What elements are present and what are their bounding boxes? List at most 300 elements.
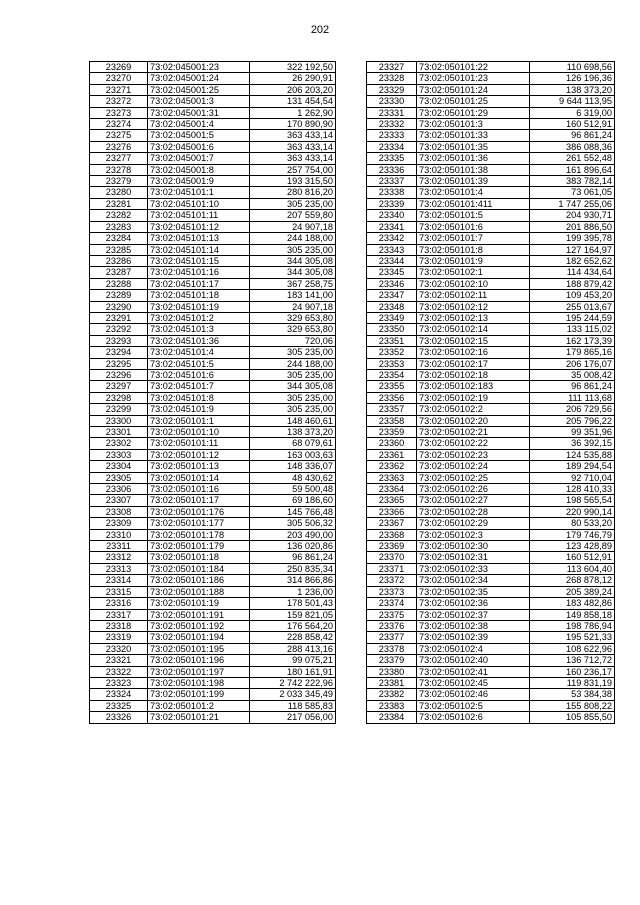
value-cell: 145 766,48 bbox=[250, 506, 336, 517]
table-row bbox=[367, 598, 615, 609]
row-number-cell: 23366 bbox=[367, 506, 417, 517]
row-number-cell: 23271 bbox=[90, 84, 148, 95]
row-number-cell: 23361 bbox=[367, 449, 417, 460]
cadastral-number-cell: 73:02:045001:3 bbox=[148, 96, 250, 107]
value-cell: 363 433,14 bbox=[250, 130, 336, 141]
value-cell: 24 907,18 bbox=[250, 301, 336, 312]
row-number-cell: 23272 bbox=[90, 96, 148, 107]
table-row bbox=[90, 369, 336, 380]
cadastral-number-cell: 73:02:050102:22 bbox=[417, 438, 530, 449]
row-number-cell: 23327 bbox=[367, 62, 417, 73]
table-row bbox=[367, 643, 615, 654]
table-row bbox=[90, 141, 336, 152]
value-cell: 148 460,61 bbox=[250, 415, 336, 426]
table-row bbox=[367, 324, 615, 335]
row-number-cell: 23370 bbox=[367, 552, 417, 563]
table-row bbox=[90, 210, 336, 221]
table-row bbox=[90, 176, 336, 187]
table-row bbox=[90, 609, 336, 620]
row-number-cell: 23328 bbox=[367, 73, 417, 84]
row-number-cell: 23273 bbox=[90, 107, 148, 118]
table-row bbox=[90, 552, 336, 563]
row-number-cell: 23300 bbox=[90, 415, 148, 426]
value-cell: 206 176,07 bbox=[530, 358, 615, 369]
table-row bbox=[367, 119, 615, 130]
value-cell: 59 500,48 bbox=[250, 484, 336, 495]
value-cell: 206 729,56 bbox=[530, 404, 615, 415]
table-row bbox=[367, 381, 615, 392]
row-number-cell: 23338 bbox=[367, 187, 417, 198]
row-number-cell: 23280 bbox=[90, 187, 148, 198]
cadastral-number-cell: 73:02:045101:3 bbox=[148, 324, 250, 335]
row-number-cell: 23283 bbox=[90, 221, 148, 232]
row-number-cell: 23364 bbox=[367, 484, 417, 495]
value-cell: 268 878,12 bbox=[530, 575, 615, 586]
row-number-cell: 23330 bbox=[367, 96, 417, 107]
value-cell: 99 075,21 bbox=[250, 655, 336, 666]
row-number-cell: 23287 bbox=[90, 267, 148, 278]
table-row bbox=[90, 666, 336, 677]
cadastral-number-cell: 73:02:050101:18 bbox=[148, 552, 250, 563]
row-number-cell: 23311 bbox=[90, 541, 148, 552]
value-cell: 160 512,91 bbox=[530, 552, 615, 563]
cadastral-number-cell: 73:02:045001:24 bbox=[148, 73, 250, 84]
table-row bbox=[90, 73, 336, 84]
table-row bbox=[90, 575, 336, 586]
value-cell: 180 161,91 bbox=[250, 666, 336, 677]
row-number-cell: 23308 bbox=[90, 506, 148, 517]
row-number-cell: 23274 bbox=[90, 119, 148, 130]
table-row bbox=[367, 290, 615, 301]
table-row bbox=[367, 164, 615, 175]
value-cell: 244 188,00 bbox=[250, 233, 336, 244]
cadastral-number-cell: 73:02:050102:1 bbox=[417, 267, 530, 278]
table-row bbox=[367, 620, 615, 631]
value-cell: 99 351,96 bbox=[530, 427, 615, 438]
cadastral-number-cell: 73:02:050101:33 bbox=[417, 130, 530, 141]
table-row bbox=[90, 484, 336, 495]
cadastral-number-cell: 73:02:050101:199 bbox=[148, 689, 250, 700]
row-number-cell: 23376 bbox=[367, 620, 417, 631]
row-number-cell: 23345 bbox=[367, 267, 417, 278]
row-number-cell: 23378 bbox=[367, 643, 417, 654]
table-row bbox=[367, 130, 615, 141]
cadastral-number-cell: 73:02:050101:195 bbox=[148, 643, 250, 654]
row-number-cell: 23303 bbox=[90, 449, 148, 460]
cadastral-number-cell: 73:02:050101:411 bbox=[417, 198, 530, 209]
value-cell: 24 907,18 bbox=[250, 221, 336, 232]
table-row bbox=[90, 620, 336, 631]
cadastral-number-cell: 73:02:050101:22 bbox=[417, 62, 530, 73]
cadastral-number-cell: 73:02:050102:17 bbox=[417, 358, 530, 369]
row-number-cell: 23290 bbox=[90, 301, 148, 312]
row-number-cell: 23371 bbox=[367, 563, 417, 574]
table-row bbox=[90, 415, 336, 426]
table-row bbox=[367, 233, 615, 244]
cadastral-number-cell: 73:02:050101:36 bbox=[417, 153, 530, 164]
row-number-cell: 23382 bbox=[367, 689, 417, 700]
table-row bbox=[90, 563, 336, 574]
value-cell: 257 754,00 bbox=[250, 164, 336, 175]
cadastral-number-cell: 73:02:045101:18 bbox=[148, 290, 250, 301]
row-number-cell: 23360 bbox=[367, 438, 417, 449]
cadastral-number-cell: 73:02:050101:176 bbox=[148, 506, 250, 517]
row-number-cell: 23374 bbox=[367, 598, 417, 609]
value-cell: 92 710,04 bbox=[530, 472, 615, 483]
table-row bbox=[90, 130, 336, 141]
cadastral-number-cell: 73:02:045001:7 bbox=[148, 153, 250, 164]
row-number-cell: 23349 bbox=[367, 312, 417, 323]
cadastral-number-cell: 73:02:050102:10 bbox=[417, 278, 530, 289]
cadastral-number-cell: 73:02:045101:36 bbox=[148, 335, 250, 346]
table-row bbox=[367, 392, 615, 403]
row-number-cell: 23347 bbox=[367, 290, 417, 301]
value-cell: 305 235,00 bbox=[250, 347, 336, 358]
cadastral-number-cell: 73:02:050102:26 bbox=[417, 484, 530, 495]
value-cell: 138 373,20 bbox=[250, 427, 336, 438]
cadastral-number-cell: 73:02:050102:23 bbox=[417, 449, 530, 460]
cadastral-number-cell: 73:02:050101:38 bbox=[417, 164, 530, 175]
value-cell: 305 235,00 bbox=[250, 198, 336, 209]
cadastral-number-cell: 73:02:045101:8 bbox=[148, 392, 250, 403]
row-number-cell: 23368 bbox=[367, 529, 417, 540]
cadastral-number-cell: 73:02:050101:191 bbox=[148, 609, 250, 620]
value-cell: 720,06 bbox=[250, 335, 336, 346]
cadastral-number-cell: 73:02:050102:20 bbox=[417, 415, 530, 426]
cadastral-number-cell: 73:02:045101:10 bbox=[148, 198, 250, 209]
cadastral-number-cell: 73:02:050101:2 bbox=[148, 700, 250, 711]
value-cell: 195 521,33 bbox=[530, 632, 615, 643]
value-cell: 1 262,90 bbox=[250, 107, 336, 118]
value-cell: 305 235,00 bbox=[250, 244, 336, 255]
row-number-cell: 23285 bbox=[90, 244, 148, 255]
table-row bbox=[90, 449, 336, 460]
value-cell: 119 831,19 bbox=[530, 677, 615, 688]
cadastral-number-cell: 73:02:045001:25 bbox=[148, 84, 250, 95]
value-cell: 205 389,24 bbox=[530, 586, 615, 597]
table-row bbox=[367, 632, 615, 643]
table-row bbox=[367, 153, 615, 164]
row-number-cell: 23379 bbox=[367, 655, 417, 666]
cadastral-number-cell: 73:02:050102:11 bbox=[417, 290, 530, 301]
value-cell: 2 033 345,49 bbox=[250, 689, 336, 700]
cadastral-number-cell: 73:02:050101:21 bbox=[148, 712, 250, 723]
cadastral-number-cell: 73:02:050102:31 bbox=[417, 552, 530, 563]
cadastral-number-cell: 73:02:050101:29 bbox=[417, 107, 530, 118]
cadastral-number-cell: 73:02:050102:24 bbox=[417, 461, 530, 472]
row-number-cell: 23281 bbox=[90, 198, 148, 209]
cadastral-number-cell: 73:02:045101:16 bbox=[148, 267, 250, 278]
value-cell: 280 816,20 bbox=[250, 187, 336, 198]
cadastral-number-cell: 73:02:050102:13 bbox=[417, 312, 530, 323]
row-number-cell: 23335 bbox=[367, 153, 417, 164]
table-row bbox=[90, 267, 336, 278]
row-number-cell: 23326 bbox=[90, 712, 148, 723]
row-number-cell: 23346 bbox=[367, 278, 417, 289]
table-row bbox=[90, 221, 336, 232]
value-cell: 217 056,00 bbox=[250, 712, 336, 723]
value-cell: 329 653,80 bbox=[250, 324, 336, 335]
value-cell: 109 453,20 bbox=[530, 290, 615, 301]
value-cell: 136 020,86 bbox=[250, 541, 336, 552]
table-row bbox=[367, 518, 615, 529]
table-row bbox=[367, 278, 615, 289]
table-row bbox=[90, 404, 336, 415]
row-number-cell: 23310 bbox=[90, 529, 148, 540]
cadastral-number-cell: 73:02:050101:197 bbox=[148, 666, 250, 677]
row-number-cell: 23333 bbox=[367, 130, 417, 141]
row-number-cell: 23357 bbox=[367, 404, 417, 415]
row-number-cell: 23289 bbox=[90, 290, 148, 301]
row-number-cell: 23325 bbox=[90, 700, 148, 711]
row-number-cell: 23358 bbox=[367, 415, 417, 426]
value-cell: 110 698,56 bbox=[530, 62, 615, 73]
table-row bbox=[90, 700, 336, 711]
value-cell: 244 188,00 bbox=[250, 358, 336, 369]
row-number-cell: 23336 bbox=[367, 164, 417, 175]
table-row bbox=[90, 187, 336, 198]
table-row bbox=[90, 461, 336, 472]
table-row bbox=[367, 141, 615, 152]
table-row bbox=[90, 689, 336, 700]
cadastral-number-cell: 73:02:050102:27 bbox=[417, 495, 530, 506]
cadastral-number-cell: 73:02:045101:4 bbox=[148, 347, 250, 358]
table-row bbox=[367, 358, 615, 369]
table-row bbox=[367, 461, 615, 472]
table-row bbox=[90, 541, 336, 552]
row-number-cell: 23373 bbox=[367, 586, 417, 597]
cadastral-number-cell: 73:02:050101:12 bbox=[148, 449, 250, 460]
row-number-cell: 23343 bbox=[367, 244, 417, 255]
row-number-cell: 23354 bbox=[367, 369, 417, 380]
value-cell: 80 533,20 bbox=[530, 518, 615, 529]
value-cell: 206 203,20 bbox=[250, 84, 336, 95]
table-row bbox=[367, 609, 615, 620]
row-number-cell: 23332 bbox=[367, 119, 417, 130]
table-row bbox=[90, 472, 336, 483]
value-cell: 182 652,62 bbox=[530, 255, 615, 266]
cadastral-number-cell: 73:02:050101:6 bbox=[417, 221, 530, 232]
table-row bbox=[367, 301, 615, 312]
cadastral-number-cell: 73:02:050101:19 bbox=[148, 598, 250, 609]
value-cell: 195 244,59 bbox=[530, 312, 615, 323]
cadastral-number-cell: 73:02:050101:25 bbox=[417, 96, 530, 107]
cadastral-number-cell: 73:02:050102:19 bbox=[417, 392, 530, 403]
table-row bbox=[367, 415, 615, 426]
table-row bbox=[90, 632, 336, 643]
row-number-cell: 23344 bbox=[367, 255, 417, 266]
value-cell: 204 930,71 bbox=[530, 210, 615, 221]
row-number-cell: 23318 bbox=[90, 620, 148, 631]
value-cell: 96 861,24 bbox=[250, 552, 336, 563]
row-number-cell: 23314 bbox=[90, 575, 148, 586]
cadastral-number-cell: 73:02:050102:5 bbox=[417, 700, 530, 711]
cadastral-number-cell: 73:02:050102:34 bbox=[417, 575, 530, 586]
row-number-cell: 23301 bbox=[90, 427, 148, 438]
value-cell: 183 141,00 bbox=[250, 290, 336, 301]
cadastral-number-cell: 73:02:050101:11 bbox=[148, 438, 250, 449]
table-row bbox=[90, 712, 336, 723]
value-cell: 48 430,62 bbox=[250, 472, 336, 483]
row-number-cell: 23275 bbox=[90, 130, 148, 141]
table-row bbox=[367, 210, 615, 221]
table-row bbox=[90, 233, 336, 244]
table-row bbox=[367, 221, 615, 232]
value-cell: 178 501,43 bbox=[250, 598, 336, 609]
value-cell: 305 235,00 bbox=[250, 369, 336, 380]
cadastral-number-cell: 73:02:050102:33 bbox=[417, 563, 530, 574]
cadastral-number-cell: 73:02:050102:35 bbox=[417, 586, 530, 597]
table-row bbox=[90, 153, 336, 164]
cadastral-number-cell: 73:02:050102:39 bbox=[417, 632, 530, 643]
cadastral-number-cell: 73:02:050102:37 bbox=[417, 609, 530, 620]
value-cell: 255 013,67 bbox=[530, 301, 615, 312]
value-cell: 2 742 222,96 bbox=[250, 677, 336, 688]
cadastral-number-cell: 73:02:050101:194 bbox=[148, 632, 250, 643]
table-row bbox=[367, 187, 615, 198]
row-number-cell: 23309 bbox=[90, 518, 148, 529]
value-cell: 133 115,02 bbox=[530, 324, 615, 335]
value-cell: 207 559,80 bbox=[250, 210, 336, 221]
table-row bbox=[90, 506, 336, 517]
cadastral-number-cell: 73:02:050102:25 bbox=[417, 472, 530, 483]
page-number: 202 bbox=[310, 24, 330, 36]
table-row bbox=[367, 677, 615, 688]
row-number-cell: 23381 bbox=[367, 677, 417, 688]
row-number-cell: 23316 bbox=[90, 598, 148, 609]
cadastral-number-cell: 73:02:050101:9 bbox=[417, 255, 530, 266]
value-cell: 148 336,07 bbox=[250, 461, 336, 472]
row-number-cell: 23312 bbox=[90, 552, 148, 563]
cadastral-number-cell: 73:02:045001:6 bbox=[148, 141, 250, 152]
row-number-cell: 23317 bbox=[90, 609, 148, 620]
cadastral-number-cell: 73:02:050102:3 bbox=[417, 529, 530, 540]
table-row bbox=[90, 107, 336, 118]
row-number-cell: 23288 bbox=[90, 278, 148, 289]
value-cell: 363 433,14 bbox=[250, 141, 336, 152]
row-number-cell: 23296 bbox=[90, 369, 148, 380]
value-cell: 261 552,48 bbox=[530, 153, 615, 164]
value-cell: 383 782,14 bbox=[530, 176, 615, 187]
table-row bbox=[367, 267, 615, 278]
row-number-cell: 23356 bbox=[367, 392, 417, 403]
value-cell: 73 061,05 bbox=[530, 187, 615, 198]
table-row bbox=[367, 712, 615, 723]
table-row bbox=[367, 666, 615, 677]
row-number-cell: 23323 bbox=[90, 677, 148, 688]
value-cell: 36 392,15 bbox=[530, 438, 615, 449]
cadastral-number-cell: 73:02:050102:183 bbox=[417, 381, 530, 392]
value-cell: 344 305,08 bbox=[250, 255, 336, 266]
cadastral-number-cell: 73:02:050102:2 bbox=[417, 404, 530, 415]
row-number-cell: 23331 bbox=[367, 107, 417, 118]
cadastral-number-cell: 73:02:050102:15 bbox=[417, 335, 530, 346]
value-cell: 179 746,79 bbox=[530, 529, 615, 540]
value-cell: 1 747 255,06 bbox=[530, 198, 615, 209]
row-number-cell: 23305 bbox=[90, 472, 148, 483]
value-cell: 198 786,94 bbox=[530, 620, 615, 631]
row-number-cell: 23298 bbox=[90, 392, 148, 403]
value-cell: 170 890,90 bbox=[250, 119, 336, 130]
row-number-cell: 23278 bbox=[90, 164, 148, 175]
cadastral-number-cell: 73:02:045001:8 bbox=[148, 164, 250, 175]
cadastral-number-cell: 73:02:050101:179 bbox=[148, 541, 250, 552]
cadastral-number-cell: 73:02:050101:8 bbox=[417, 244, 530, 255]
value-cell: 314 866,86 bbox=[250, 575, 336, 586]
value-cell: 53 384,38 bbox=[530, 689, 615, 700]
table-row bbox=[367, 495, 615, 506]
cadastral-number-cell: 73:02:050102:38 bbox=[417, 620, 530, 631]
table-row bbox=[367, 107, 615, 118]
row-number-cell: 23363 bbox=[367, 472, 417, 483]
row-number-cell: 23340 bbox=[367, 210, 417, 221]
row-number-cell: 23369 bbox=[367, 541, 417, 552]
table-row bbox=[367, 438, 615, 449]
table-row bbox=[90, 96, 336, 107]
cadastral-number-cell: 73:02:050102:6 bbox=[417, 712, 530, 723]
value-cell: 329 653,80 bbox=[250, 312, 336, 323]
table-row bbox=[90, 586, 336, 597]
value-cell: 205 796,22 bbox=[530, 415, 615, 426]
table-row bbox=[367, 427, 615, 438]
value-cell: 250 835,34 bbox=[250, 563, 336, 574]
cadastral-number-cell: 73:02:045101:11 bbox=[148, 210, 250, 221]
cadastral-number-cell: 73:02:050102:4 bbox=[417, 643, 530, 654]
row-number-cell: 23337 bbox=[367, 176, 417, 187]
value-cell: 288 413,16 bbox=[250, 643, 336, 654]
row-number-cell: 23321 bbox=[90, 655, 148, 666]
cadastral-number-cell: 73:02:050101:7 bbox=[417, 233, 530, 244]
table-row bbox=[90, 301, 336, 312]
row-number-cell: 23359 bbox=[367, 427, 417, 438]
cadastral-number-cell: 73:02:050101:23 bbox=[417, 73, 530, 84]
row-number-cell: 23320 bbox=[90, 643, 148, 654]
value-cell: 96 861,24 bbox=[530, 381, 615, 392]
table-row bbox=[90, 62, 336, 73]
cadastral-number-cell: 73:02:050101:16 bbox=[148, 484, 250, 495]
cadastral-number-cell: 73:02:045101:7 bbox=[148, 381, 250, 392]
table-row bbox=[367, 176, 615, 187]
cadastral-number-cell: 73:02:050101:10 bbox=[148, 427, 250, 438]
value-cell: 322 192,50 bbox=[250, 62, 336, 73]
cadastral-number-cell: 73:02:045101:6 bbox=[148, 369, 250, 380]
value-cell: 138 373,20 bbox=[530, 84, 615, 95]
cadastral-number-cell: 73:02:050101:17 bbox=[148, 495, 250, 506]
value-cell: 344 305,08 bbox=[250, 267, 336, 278]
table-row bbox=[367, 255, 615, 266]
table-row bbox=[367, 484, 615, 495]
table-row bbox=[90, 655, 336, 666]
table-row bbox=[367, 198, 615, 209]
row-number-cell: 23276 bbox=[90, 141, 148, 152]
row-number-cell: 23348 bbox=[367, 301, 417, 312]
row-number-cell: 23277 bbox=[90, 153, 148, 164]
table-row bbox=[367, 244, 615, 255]
table-row bbox=[90, 244, 336, 255]
row-number-cell: 23315 bbox=[90, 586, 148, 597]
value-cell: 149 858,18 bbox=[530, 609, 615, 620]
table-row bbox=[90, 335, 336, 346]
cadastral-number-cell: 73:02:050102:16 bbox=[417, 347, 530, 358]
value-cell: 179 865,16 bbox=[530, 347, 615, 358]
cadastral-number-cell: 73:02:045001:31 bbox=[148, 107, 250, 118]
value-cell: 9 644 113,95 bbox=[530, 96, 615, 107]
value-cell: 183 482,86 bbox=[530, 598, 615, 609]
value-cell: 220 990,14 bbox=[530, 506, 615, 517]
row-number-cell: 23351 bbox=[367, 335, 417, 346]
table-row bbox=[367, 404, 615, 415]
row-number-cell: 23302 bbox=[90, 438, 148, 449]
